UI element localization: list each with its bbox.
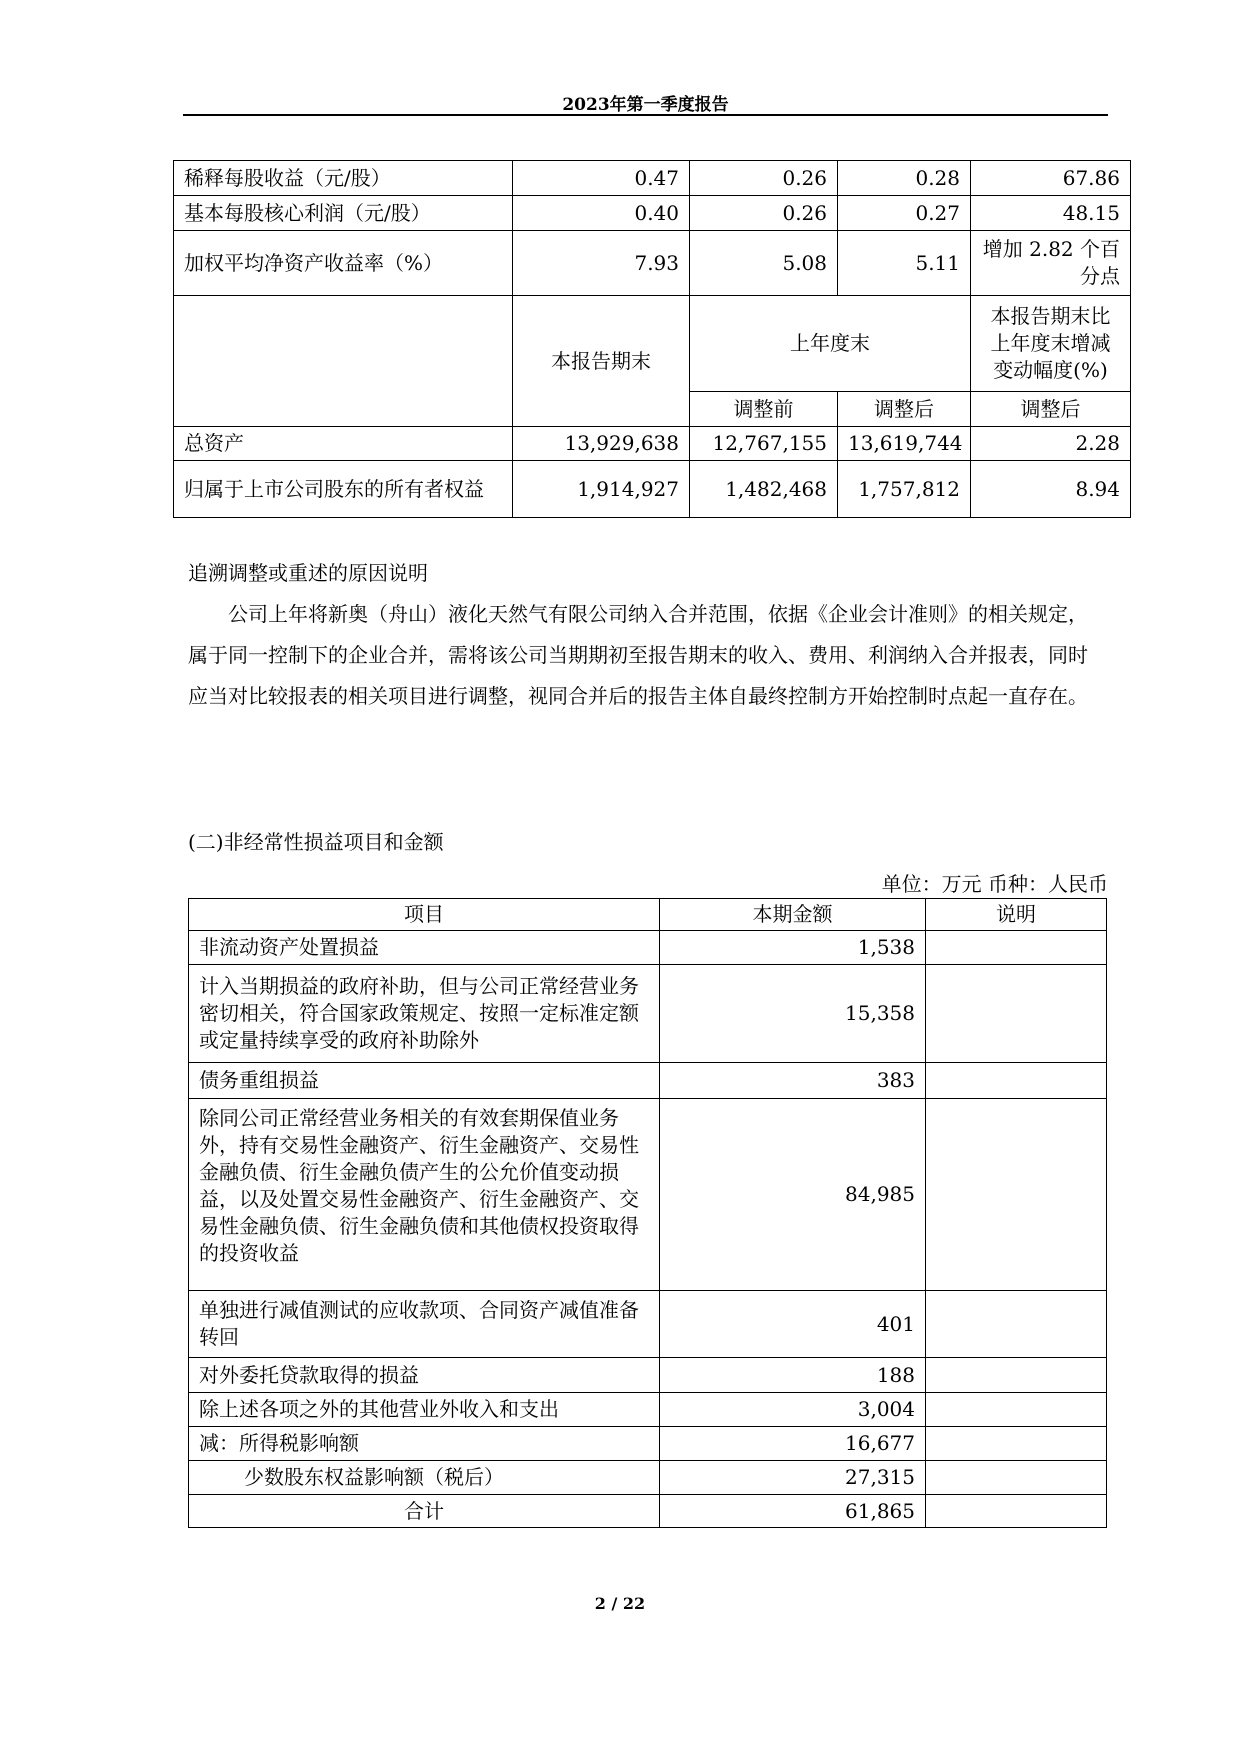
note-cell bbox=[926, 1358, 1107, 1393]
amount-cell: 401 bbox=[660, 1291, 926, 1358]
item-cell: 单独进行减值测试的应收款项、合同资产减值准备转回 bbox=[189, 1291, 660, 1358]
total-label: 合计 bbox=[189, 1495, 660, 1528]
note-cell bbox=[926, 1063, 1107, 1099]
table-row bbox=[174, 161, 1131, 196]
cell: 0.40 bbox=[513, 196, 690, 231]
amount-cell: 3,004 bbox=[660, 1393, 926, 1427]
note-cell bbox=[926, 931, 1107, 965]
header-current-period: 本报告期末 bbox=[513, 296, 690, 427]
table-row bbox=[174, 231, 1131, 296]
row-label: 归属于上市公司股东的所有者权益 bbox=[174, 461, 513, 518]
header-after-adjust: 调整后 bbox=[838, 392, 971, 427]
cell: 13,929,638 bbox=[513, 427, 690, 461]
table-row bbox=[174, 427, 1131, 461]
cell: 增加 2.82 个百分点 bbox=[971, 231, 1131, 296]
note-cell bbox=[926, 1461, 1107, 1495]
table-row bbox=[189, 1427, 1107, 1461]
item-cell: 少数股东权益影响额（税后） bbox=[189, 1461, 660, 1495]
cell: 1,914,927 bbox=[513, 461, 690, 518]
amount-cell: 1,538 bbox=[660, 931, 926, 965]
header-amount: 本期金额 bbox=[660, 899, 926, 931]
amount-cell: 188 bbox=[660, 1358, 926, 1393]
row-label: 基本每股核心利润（元/股） bbox=[174, 196, 513, 231]
cell: 5.08 bbox=[690, 231, 838, 296]
cell: 67.86 bbox=[971, 161, 1131, 196]
restate-title: 追溯调整或重述的原因说明 bbox=[188, 561, 428, 585]
cell: 13,619,744 bbox=[838, 427, 971, 461]
cell: 48.15 bbox=[971, 196, 1131, 231]
row-label: 总资产 bbox=[174, 427, 513, 461]
cell: 2.28 bbox=[971, 427, 1131, 461]
note-cell bbox=[926, 1495, 1107, 1528]
table-row bbox=[189, 1495, 1107, 1528]
table-row bbox=[189, 1393, 1107, 1427]
row-label: 加权平均净资产收益率（%） bbox=[174, 231, 513, 296]
empty-cell bbox=[174, 296, 513, 427]
header-prior-year-end: 上年度末 bbox=[690, 296, 971, 392]
cell: 0.26 bbox=[690, 196, 838, 231]
amount-cell: 15,358 bbox=[660, 965, 926, 1063]
table-header-row bbox=[174, 296, 1131, 392]
header-note: 说明 bbox=[926, 899, 1107, 931]
note-cell bbox=[926, 1393, 1107, 1427]
table-row bbox=[189, 1063, 1107, 1099]
non-recurring-items-table bbox=[188, 898, 1107, 1528]
table-row bbox=[189, 931, 1107, 965]
item-cell: 非流动资产处置损益 bbox=[189, 931, 660, 965]
item-cell: 对外委托贷款取得的损益 bbox=[189, 1358, 660, 1393]
table-header-row bbox=[189, 899, 1107, 931]
table-row bbox=[189, 1358, 1107, 1393]
key-indicators-table bbox=[173, 160, 1131, 518]
cell: 0.26 bbox=[690, 161, 838, 196]
cell: 0.27 bbox=[838, 196, 971, 231]
restate-paragraph: 公司上年将新奥（舟山）液化天然气有限公司纳入合并范围，依据《企业会计准则》的相关规定，属于同一控制下的企业合并，需将该公司当期期初至报告期末的收入、费用、利润纳入合并报表，同时应当对比较报表的相关项目进行调整，视同合并后的报告主体自最终控制方开始控制时点起一直存在。 bbox=[188, 602, 1088, 708]
cell: 0.28 bbox=[838, 161, 971, 196]
page-header: 2023年第一季度报告 bbox=[562, 95, 729, 115]
table-row bbox=[189, 965, 1107, 1063]
amount-cell: 84,985 bbox=[660, 1099, 926, 1291]
header-rule bbox=[183, 114, 1108, 116]
amount-cell: 27,315 bbox=[660, 1461, 926, 1495]
table-row bbox=[189, 1099, 1107, 1291]
item-cell: 计入当期损益的政府补助，但与公司正常经营业务密切相关，符合国家政策规定、按照一定标准定额或定量持续享受的政府补助除外 bbox=[189, 965, 660, 1063]
amount-cell: 383 bbox=[660, 1063, 926, 1099]
section-title: (二)非经常性损益项目和金额 bbox=[188, 830, 444, 854]
table-row bbox=[174, 461, 1131, 518]
cell: 8.94 bbox=[971, 461, 1131, 518]
row-label: 稀释每股收益（元/股） bbox=[174, 161, 513, 196]
header-item: 项目 bbox=[189, 899, 660, 931]
table-row bbox=[189, 1461, 1107, 1495]
cell: 7.93 bbox=[513, 231, 690, 296]
item-cell: 除上述各项之外的其他营业外收入和支出 bbox=[189, 1393, 660, 1427]
note-cell bbox=[926, 1427, 1107, 1461]
item-cell: 债务重组损益 bbox=[189, 1063, 660, 1099]
header-before-adjust: 调整前 bbox=[690, 392, 838, 427]
header-change: 本报告期末比上年度末增减变动幅度(%) bbox=[971, 296, 1131, 392]
cell: 1,757,812 bbox=[838, 461, 971, 518]
table-row bbox=[189, 1291, 1107, 1358]
item-cell: 除同公司正常经营业务相关的有效套期保值业务外，持有交易性金融资产、衍生金融资产、交易性金融负债、衍生金融负债产生的公允价值变动损益，以及处置交易性金融资产、衍生金融资产、交易性金融负债、衍生金融负债和其他债权投资取得的投资收益 bbox=[189, 1099, 660, 1291]
header-after-adjust: 调整后 bbox=[971, 392, 1131, 427]
note-cell bbox=[926, 1291, 1107, 1358]
note-cell bbox=[926, 1099, 1107, 1291]
cell: 1,482,468 bbox=[690, 461, 838, 518]
note-cell bbox=[926, 965, 1107, 1063]
cell: 5.11 bbox=[838, 231, 971, 296]
page-number: 2 / 22 bbox=[594, 1594, 646, 1613]
total-amount: 61,865 bbox=[660, 1495, 926, 1528]
amount-cell: 16,677 bbox=[660, 1427, 926, 1461]
cell: 12,767,155 bbox=[690, 427, 838, 461]
unit-label: 单位：万元 币种：人民币 bbox=[881, 872, 1108, 896]
table-row bbox=[174, 196, 1131, 231]
item-cell: 减：所得税影响额 bbox=[189, 1427, 660, 1461]
cell: 0.47 bbox=[513, 161, 690, 196]
